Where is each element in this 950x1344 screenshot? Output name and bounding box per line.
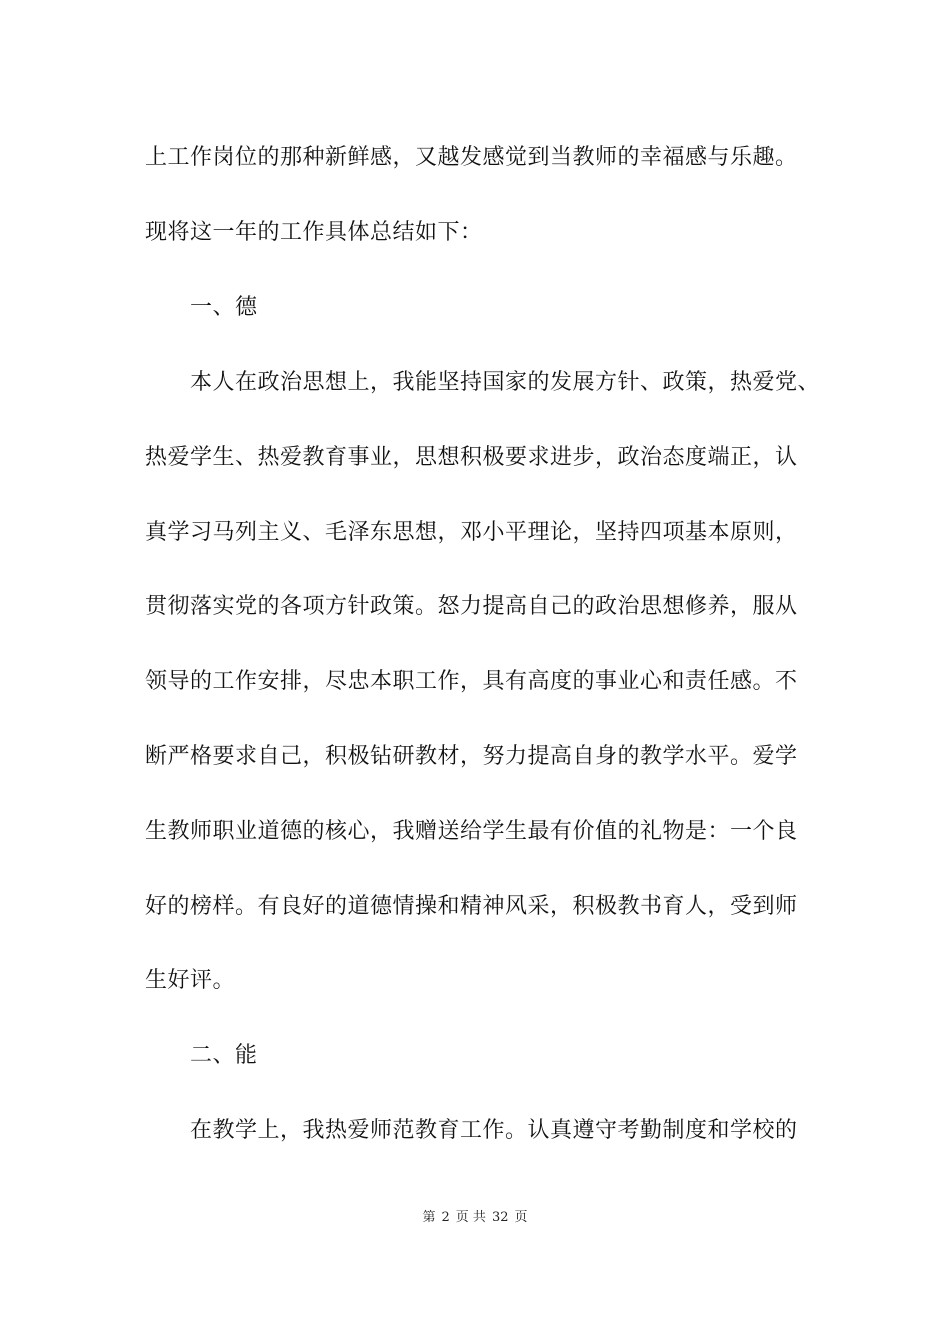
text-line-5: 热爱学生、热爱教育事业，思想积极要求进步，政治态度端正，认 <box>145 445 798 470</box>
text-line-1: 上工作岗位的那种新鲜感，又越发感觉到当教师的幸福感与乐趣。 <box>145 145 798 170</box>
text-line-4: 本人在政治思想上，我能坚持国家的发展方针、政策，热爱党、 <box>190 370 821 395</box>
text-line-9: 断严格要求自己，积极钻研教材，努力提高自身的教学水平。爱学 <box>145 744 798 769</box>
text-line-8: 领导的工作安排，尽忠本职工作，具有高度的事业心和责任感。不 <box>145 669 798 694</box>
section-heading-de: 一、德 <box>190 295 258 320</box>
text-line-11: 好的榜样。有良好的道德情操和精神风采，积极教书育人，受到师 <box>145 894 798 919</box>
text-line-7: 贯彻落实党的各项方针政策。怒力提高自己的政治思想修养，服从 <box>145 594 798 619</box>
text-line-6: 真学习马列主义、毛泽东思想，邓小平理论，坚持四项基本原则， <box>145 520 798 545</box>
text-line-10: 生教师职业道德的核心，我赠送给学生最有价值的礼物是：一个良 <box>145 819 798 844</box>
text-line-14: 在教学上，我热爱师范教育工作。认真遵守考勤制度和学校的 <box>190 1118 798 1143</box>
text-line-12: 生好评。 <box>145 968 236 993</box>
page-footer <box>0 1209 950 1227</box>
footer-prefix: 第 <box>422 1210 436 1225</box>
footer-mid: 页 共 <box>455 1210 486 1225</box>
footer-total-pages: 32 <box>491 1210 509 1225</box>
footer-current-page: 2 <box>441 1210 450 1225</box>
section-heading-neng: 二、能 <box>190 1043 258 1068</box>
text-line-2: 现将这一年的工作具体总结如下： <box>145 220 483 245</box>
footer-suffix: 页 <box>514 1210 528 1225</box>
